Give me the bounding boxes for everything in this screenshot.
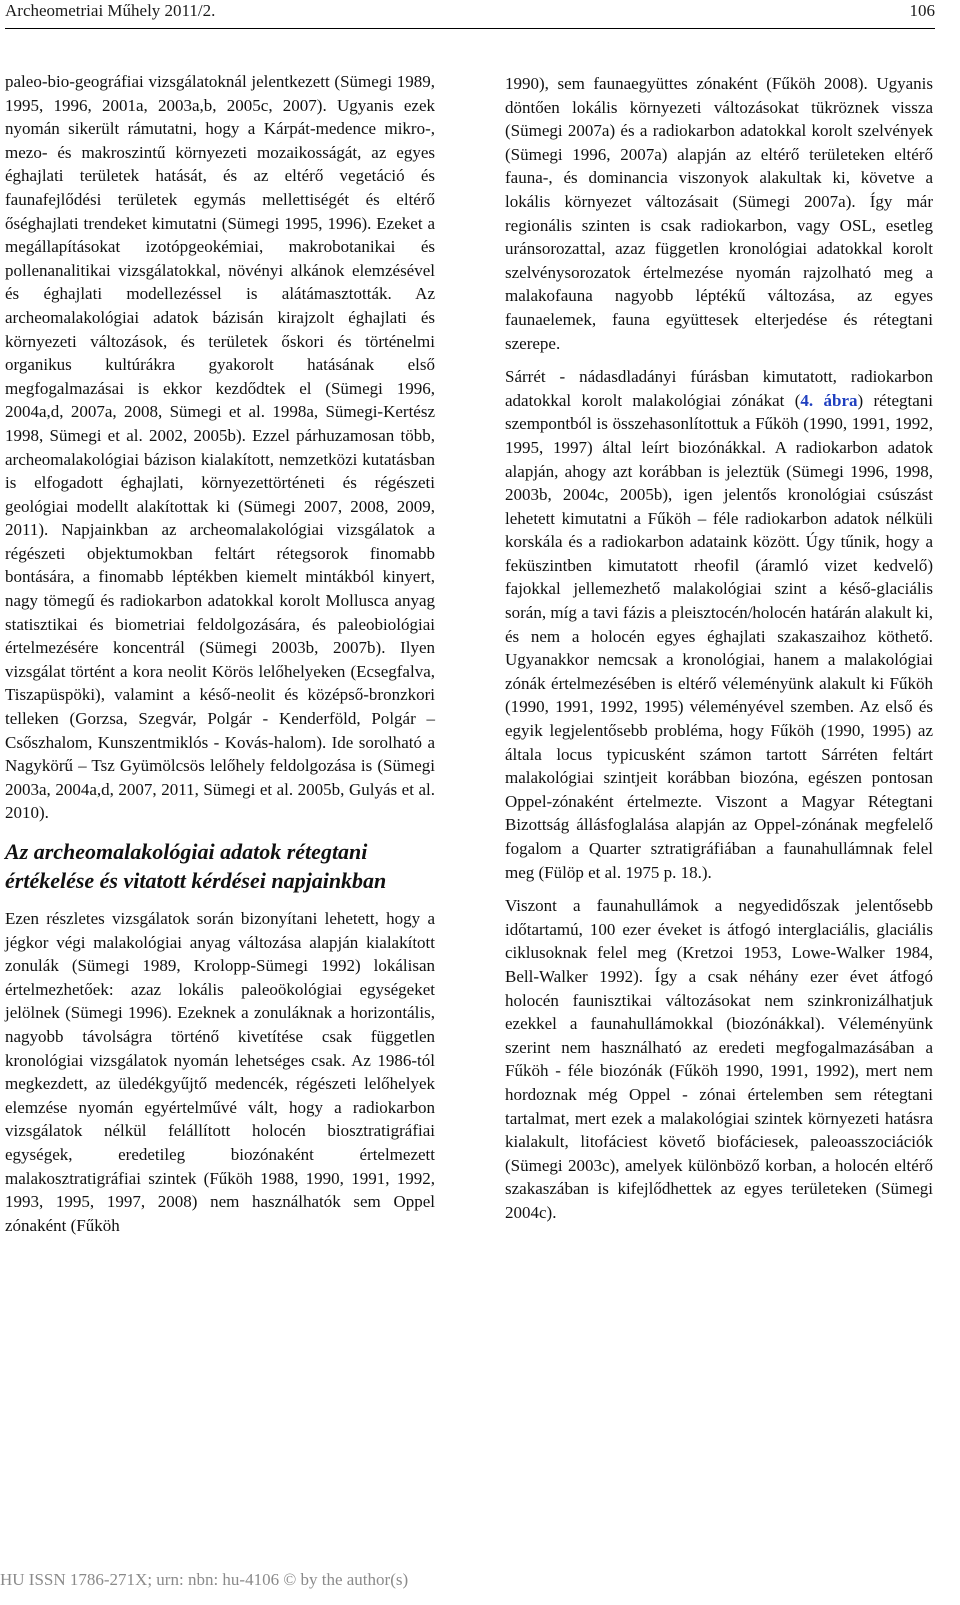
left-column xyxy=(5,70,435,1237)
right-paragraph-1: 1990), sem faunaegyüttes zónaként (Fűköh 2008). Ugyanis döntően lokális környezeti változásokat tükröznek vissza (Sümegi 2007a) és a radiokarbon adatokkal korolt szelvények (Sümegi 1996, 2007a) alapján az eltérő területeken eltérő fauna-, és dominancia viszonyok alakultak ki, követve a lokális környezet változásait (Sümegi 2007a). Így már regionális szinten is csak radiokarbon, vagy OSL, esetleg uránsorozattal, azaz független kronológiai adatokkal korolt szelvénysorozatok értelmezése nyomán rajzolható meg a malakofauna nagyobb léptékű változása, az egyes faunaelemek, fauna együttesek elterjedése és rétegtani szerepe. xyxy=(505,74,933,353)
right-paragraph-2-start: Sárrét - nádasdladányi fúrásban kimutatott, radiokarbon adatokkal korolt malakológiai zónákat ( xyxy=(505,367,933,410)
page-header xyxy=(5,0,935,29)
left-paragraph-1: paleo-bio-geográfiai vizsgálatoknál jelentkezett (Sümegi 1989, 1995, 1996, 2001a, 2003a,b, 2005c, 2007). Ugyanis ezek nyomán sikerült rámutatni, hogy a Kárpát-medence mikro-, mezo- és makroszintű környezeti mozaikosságát, az egyes éghajlati területek hatását, és az eltérő vegetáció és faunafejlődési területek egymás mellettiségét és eltérő őséghajlati trendeket kimutatni (Sümegi 1995, 1996). Ezeket a megállapításokat izotópgeokémiai, makrobotanikai és pollenanalitikai vizsgálatokkal, növényi alkánok elemzésével és éghajlati modellezéssel is alátámasztották. Az archeomalakológiai adatok bázisán kirajzolt éghajlati és környezeti változások, és területek őskori és történelmi organikus kultúrákra gyakorolt hatásának első megfogalmazásai is ekkor kezdődtek el (Sümegi 1996, 2004a,d, 2007a, 2008, Sümegi et al. 1998a, Sümegi-Kertész 1998, Sümegi et al. 2002, 2005b). Ezzel párhuzamosan több, archeomalakológiai bázison kialakított, nemzetközi kutatásban is elfogadott éghajlati, környezettörténeti és régészeti geológiai modellt alakítottak ki (Sümegi 2007, 2008, 2009, 2011). Napjainkban az archeomalakológiai vizsgálatok a régészeti objektumokban feltárt rétegsorok finomabb bontására, a finomabb léptékben kiemelt mintákból kinyert, nagy tömegű és radiokarbon adatokkal korolt Mollusca anyag statisztikai és biometriai feldolgozására, és paleobiológiai értelmezésére koncentrál (Sümegi 2003b, 2007b). Ilyen vizsgálat történt a kora neolit Körös lelőhelyeken (Ecsegfalva, Tiszapüspöki), valamint a késő-neolit és középső-bronzkori telleken (Gorzsa, Szegvár, Polgár - Kenderföld, Polgár – Csőszhalom, Kunszentmiklós - Kovás-halom). Ide sorolható a Nagykörű – Tsz Gyümölcsös lelőhely feldolgozása is (Sümegi 2003a, 2004a,d, 2007, 2011, Sümegi et al. 2005b, Gulyás et al. 2010). xyxy=(5,72,435,823)
section-heading-line-2: értékelése és vitatott kérdései napjainkban xyxy=(5,868,387,893)
section-heading xyxy=(5,837,435,895)
two-column-body xyxy=(5,70,935,1520)
right-paragraph-3: Viszont a faunahullámok a negyedidőszak jelentősebb időtartamú, 100 ezer éveket is átfogó interglaciális, glaciális ciklusoknak felel meg (Kretzoi 1953, Lowe-Walker 1984, Bell-Walker 1992). Így a csak néhány ezer évet átfogó holocén faunisztikai változásokat nem szinkronizálhatjuk ezekkel a faunahullámokkal (biozónákkal). Véleményünk szerint nem használható az eredeti megfogalmazásában a Fűköh - féle biozónák (Fűköh 1990, 1991, 1992), mert nem hordoznak még Oppel - zónai értelemben sem rétegtani tartalmat, mert ezek a malakológiai szintek környezeti hatásra kialakult, litofáciest követő biofáciesek, paleoasszociációk (Sümegi 2003c), amelyek különböző korban, a holocén eltérő szakaszában is kifejlődhettek az egyes területeken (Sümegi 2004c). xyxy=(505,896,933,1222)
page-footer: HU ISSN 1786-271X; urn: nbn: hu-4106 © by the author(s) xyxy=(0,1570,409,1589)
figure-reference-link[interactable]: 4. ábra xyxy=(800,390,858,410)
right-paragraph-2-rest: ) rétegtani szempontból is összehasonlítottuk a Fűköh (1990, 1991, 1992, 1995, 1997) által leírt biozónákkal. A radiokarbon adatok alapján, ahogy azt korábban is jeleztük (Sümegi 1996, 1998, 2003b, 2004c, 2005b), igen jelentős kronológiai csúszást lehetett kimutatni a Fűköh – féle radiokarbon adatok nélküli korskála és a radiokarbon adataink között. Úgy tűnik, hogy a feküszintben kimutatott rheofil (áramló vizet kedvelő) fajokkal jellemezhető malakológiai szint a késő-glaciális során, míg a tavi fázis a pleisztocén/holocén határán alakult ki, és nem a holocén egyes éghajlati szakaszaihoz köthető. Ugyanakkor nemcsak a kronológiai, hanem a malakológiai zónák értelmezésében is eltérő véleményünk alakult ki Fűköh (1990, 1991, 1992, 1995) véleményével szemben. Az első és egyik legjelentősebb probléma, hogy Fűköh (1990, 1995) az általa locus typicusként számon tartott Sárréten feltárt malakológiai szintjeit korábban biozóna, egészen pontosan Oppel-zónaként értelmezte. Viszont a Magyar Rétegtani Bizottság állásfoglalása alapján az Oppel-zónának megfelelő fogalom a Quarter sztratigráfiában a faunahullámnak felel meg (Fülöp et al. 1975 p. 18.). xyxy=(505,390,933,882)
journal-title: Archeometriai Műhely 2011/2. xyxy=(5,1,216,20)
section-heading-line-1: Az archeomalakológiai adatok rétegtani xyxy=(5,839,368,864)
left-paragraph-2: Ezen részletes vizsgálatok során bizonyítani lehetett, hogy a jégkor végi malakológiai anyag változása alapján kialakított zonulák (Sümegi 1989, Krolopp-Sümegi 1992) lokálisan értelmezhetőek: azaz lokális paleoökológiai egységeket jelölnek (Sümegi 1996). Ezeknek a zonuláknak a horizontális, nagyobb távolságra történő kivetítése csak független kronológiai vizsgálatok nyomán lehetséges csak. Az 1986-tól megkezdett, az üledékgyűjtő medencék, régészeti lelőhelyek elemzése nyomán egyértelművé vált, hogy a radiokarbon vizsgálatok nélkül felállított holocén biosztratigráfiai egységek, eredetileg biozónaként értelmezett malakosztratigráfiai szintek (Fűköh 1988, 1990, 1991, 1992, 1993, 1995, 1997, 2008) nem használhatók sem Oppel zónaként (Fűköh xyxy=(5,909,435,1235)
page-number: 106 xyxy=(909,1,935,20)
right-paragraph-2 xyxy=(505,365,933,884)
right-column xyxy=(505,72,933,1225)
